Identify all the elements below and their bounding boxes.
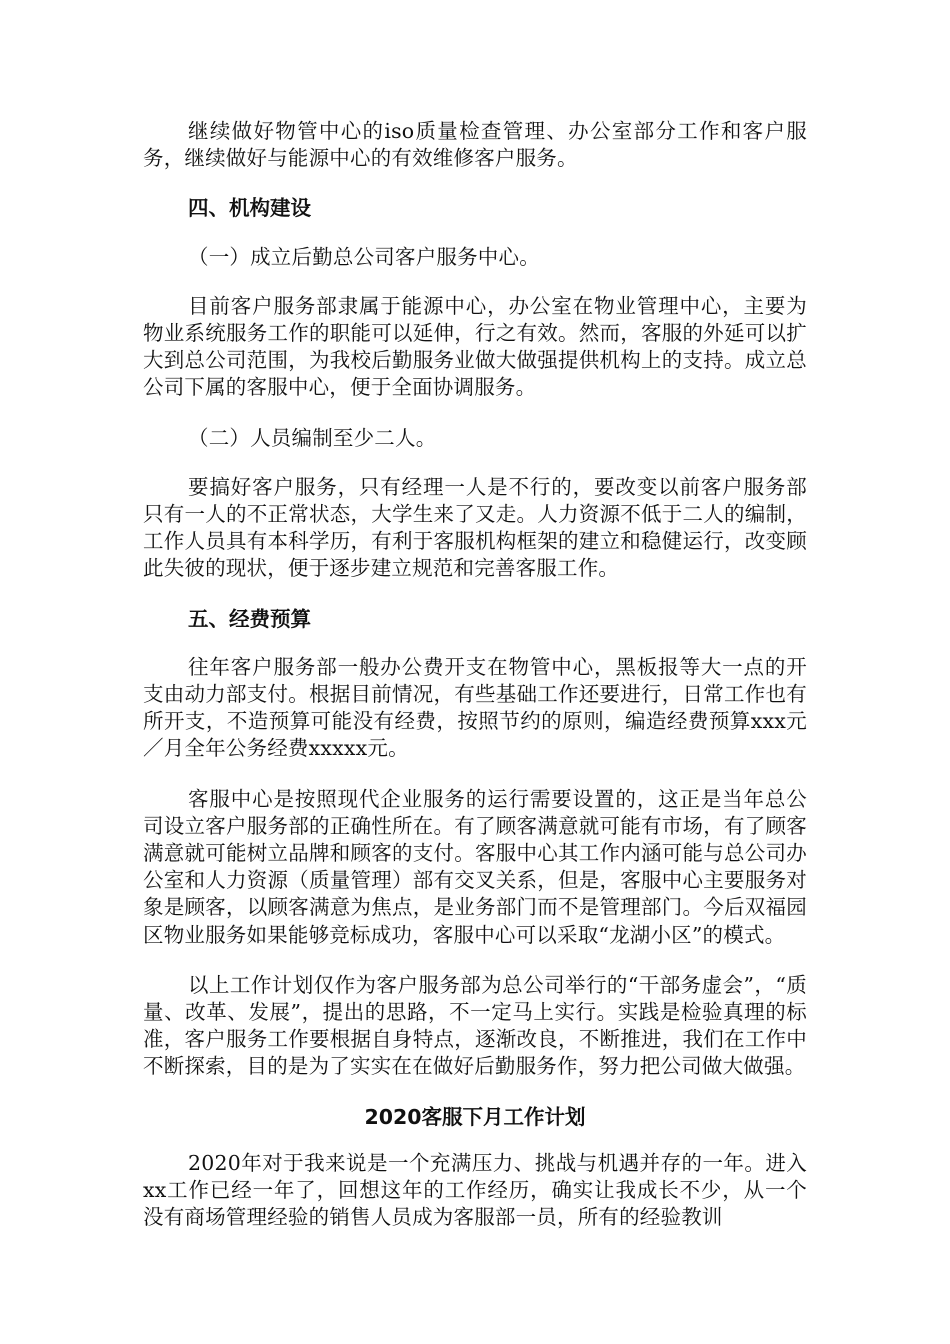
- paragraph-budget-details: 往年客户服务部一般办公费开支在物管中心，黑板报等大一点的开支由动力部支付。根据目前情况，有些基础工作还要进行，日常工作也有所开支，不造预算可能没有经费，按照节约的原则，编造经费预算xxx元／月全年公务经费xxxxx元。: [143, 654, 807, 761]
- document-title: 2020客服下月工作计划: [364, 1104, 586, 1129]
- section-heading-organization: 四、机构建设: [188, 196, 311, 221]
- document-body: [143, 118, 807, 1255]
- subheading-service-center: （一）成立后勤总公司客户服务中心。: [188, 244, 540, 269]
- paragraph-continue-service: 继续做好物管中心的iso质量检查管理、办公室部分工作和客户服务，继续做好与能源中心的有效维修客户服务。: [143, 119, 807, 171]
- paragraph-year-review: 2020年对于我来说是一个充满压力、挑战与机遇并存的一年。进入xx工作已经一年了，回想这年的工作经历，确实让我成长不少，从一个没有商场管理经验的销售人员成为客服部一员，所有的经验教训: [143, 1150, 807, 1230]
- paragraph-plan-summary: 以上工作计划仅作为客户服务部为总公司举行的“干部务虚会”，“质量、改革、发展”，提出的思路，不一定马上实行。实践是检验真理的标准，客户服务工作要根据自身特点，逐渐改良，不断推进，我们在工作中不断探索，目的是为了实实在在做好后勤服务作，努力把公司做大做强。: [143, 972, 807, 1079]
- subheading-staffing: （二）人员编制至少二人。: [188, 425, 437, 450]
- section-heading-budget: 五、经费预算: [188, 606, 311, 631]
- paragraph-staffing-details: 要搞好客户服务，只有经理一人是不行的，要改变以前客户服务部只有一人的不正常状态，大学生来了又走。人力资源不低于二人的编制，工作人员具有本科学历，有利于客服机构框架的建立和稳健运行，改变顾此失彼的现状，便于逐步建立规范和完善客服工作。: [143, 474, 807, 581]
- paragraph-service-center-rationale: 客服中心是按照现代企业服务的运行需要设置的，这正是当年总公司设立客户服务部的正确性所在。有了顾客满意就可能有市场，有了顾客满意就可能树立品牌和顾客的支付。客服中心其工作内涵可能与总公司办公室和人力资源（质量管理）部有交叉关系，但是，客服中心主要服务对象是顾客，以顾客满意为焦点，是业务部门而不是管理部门。今后双福园区物业服务如果能够竞标成功，客服中心可以采取“龙湖小区”的模式。: [143, 786, 807, 947]
- paragraph-current-department: 目前客户服务部隶属于能源中心，办公室在物业管理中心，主要为物业系统服务工作的职能可以延伸，行之有效。然而，客服的外延可以扩大到总公司范围，为我校后勤服务业做大做强提供机构上的支持。成立总公司下属的客服中心，便于全面协调服务。: [143, 293, 807, 400]
